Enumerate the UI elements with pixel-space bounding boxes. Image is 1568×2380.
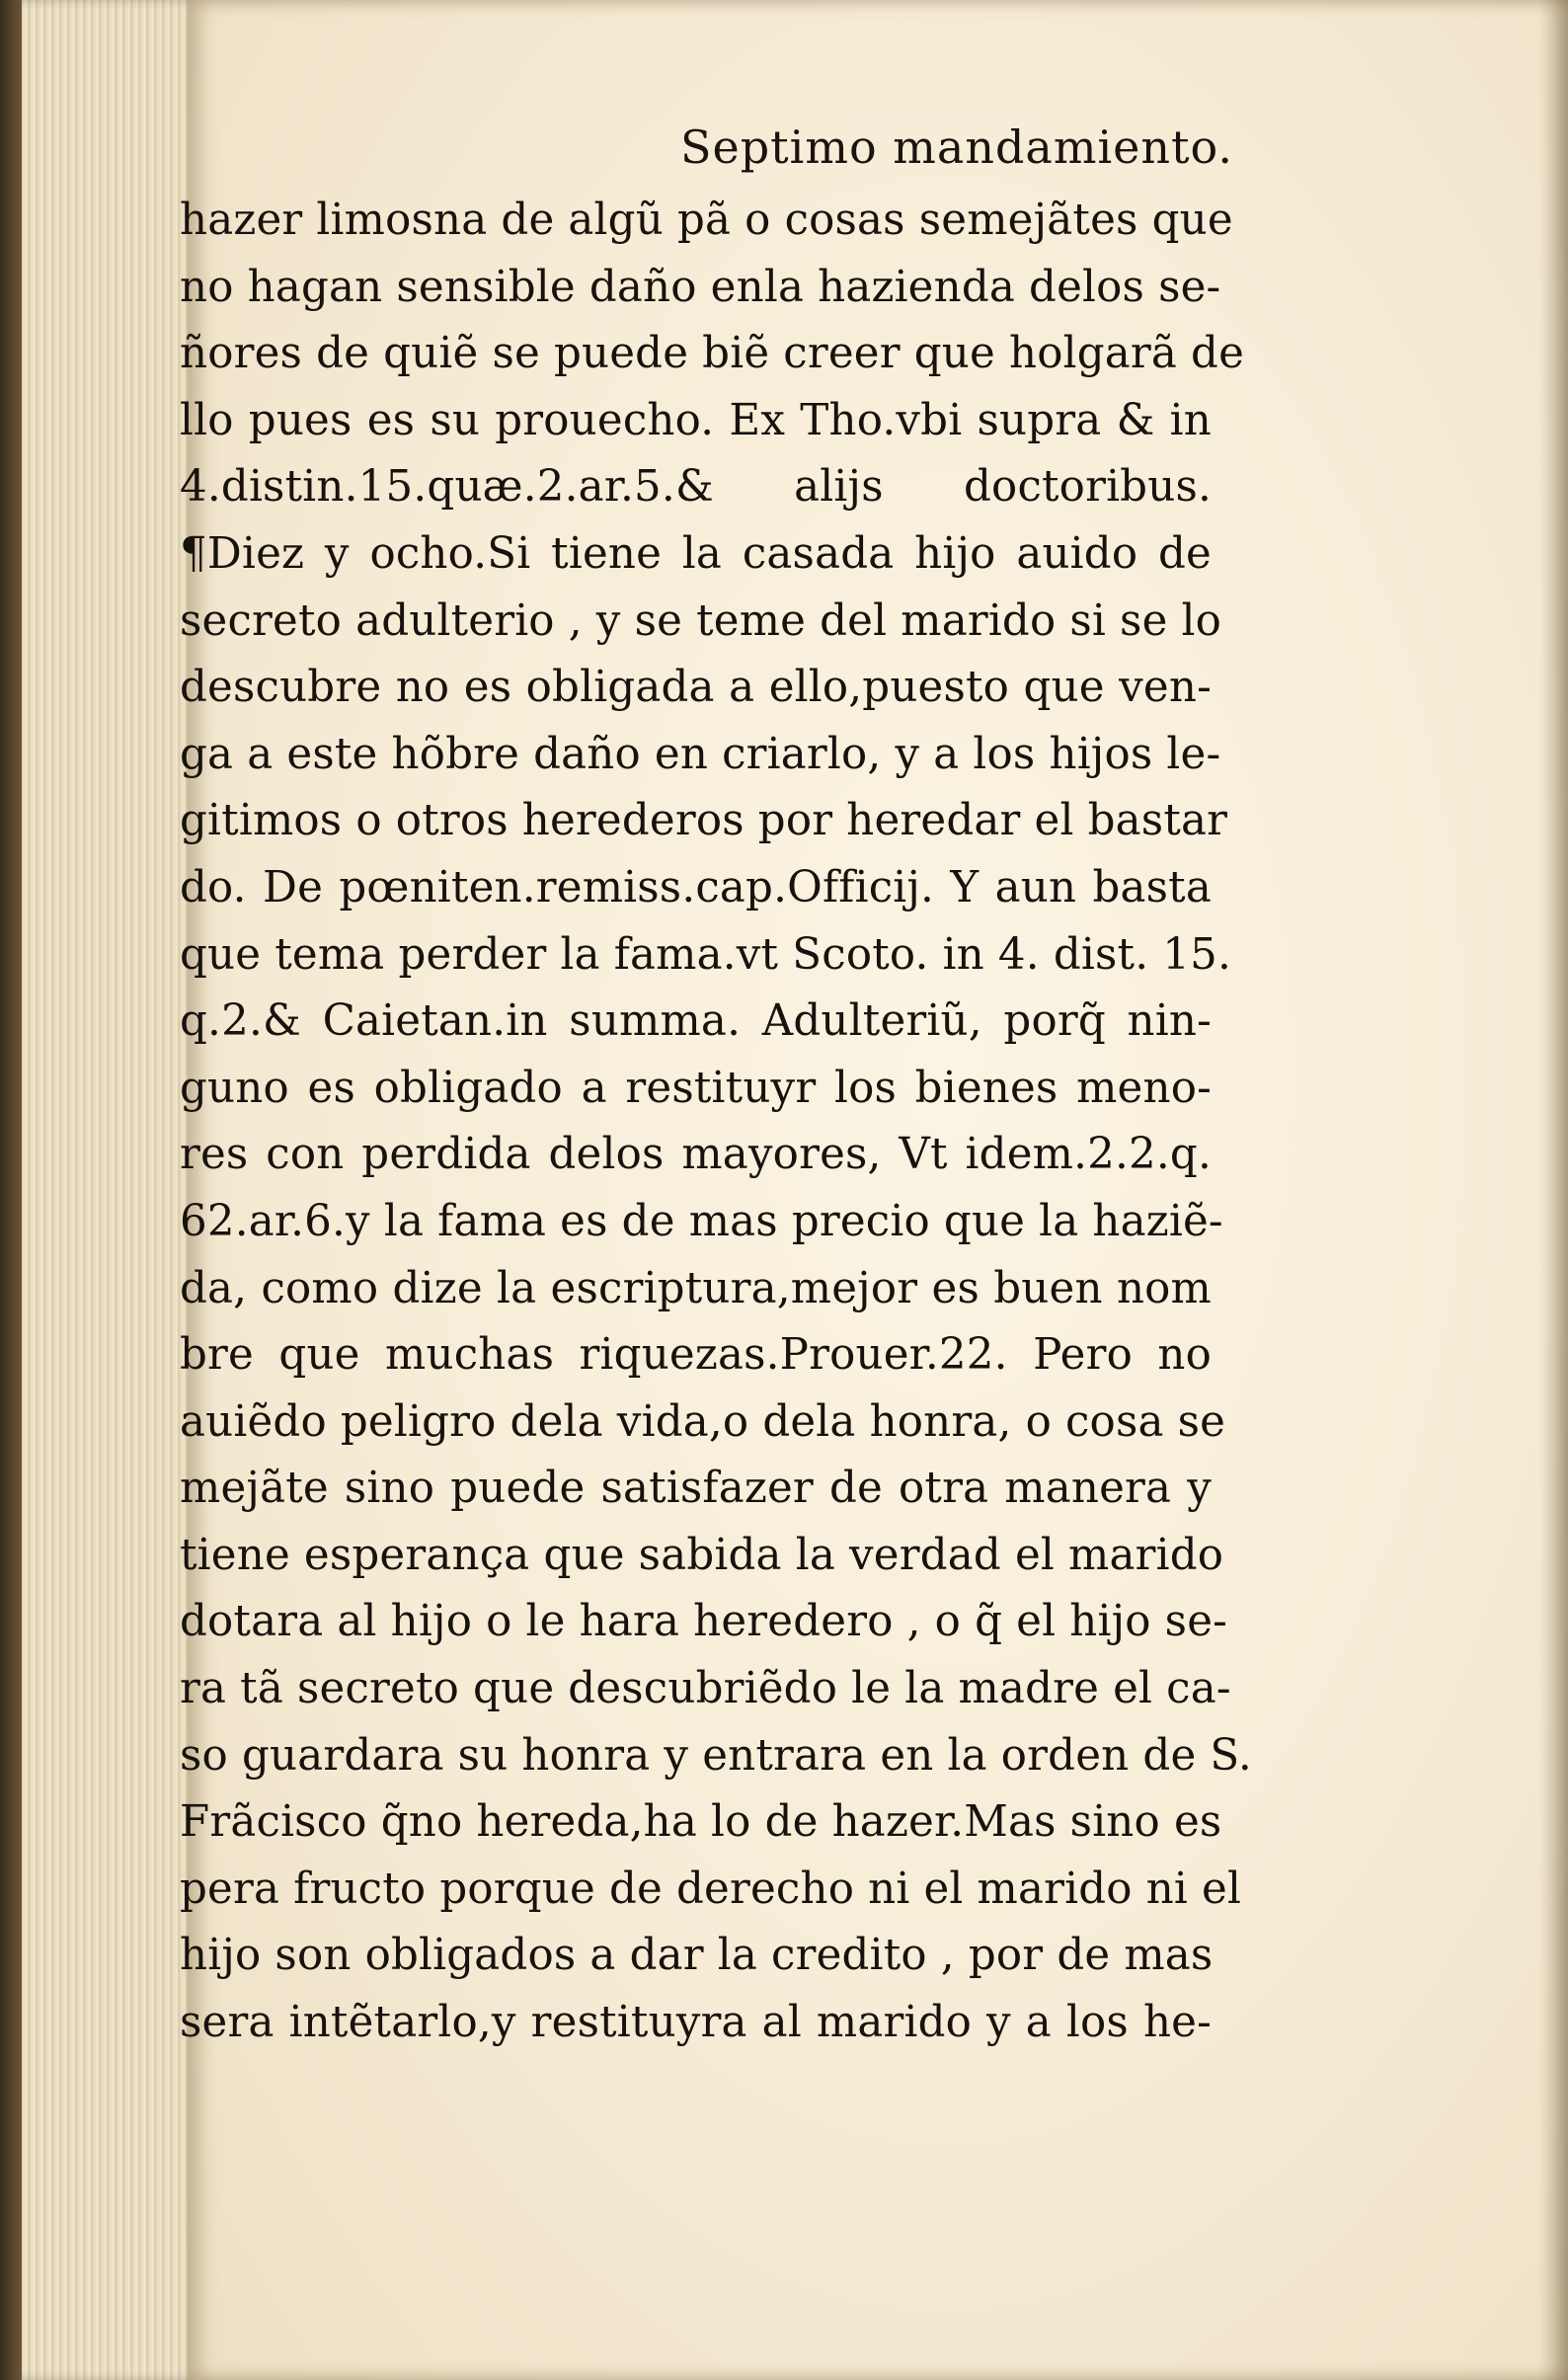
running-title: Septimo mandamiento. [679,120,1234,174]
text-line: no hagan sensible daño enla hazienda delos se- [180,262,1221,312]
text-line: dotara al hijo o le hara heredero , o q̃ el hijo se- [180,1597,1228,1647]
text-line: res con perdida delos mayores, Vt idem.2.2.q. [180,1130,1212,1180]
text-line: auiẽdo peligro dela vida,o dela honra, o cosa se [180,1396,1226,1447]
text-line: ñores de quiẽ se puede biẽ creer que holgarã de [180,329,1245,379]
text-line: tiene esperança que sabida la verdad el marido [180,1530,1224,1580]
text-line: da, como dize la escriptura,mejor es buen nom [180,1263,1212,1313]
text-line: mejãte sino puede satisfazer de otra manera y [180,1464,1212,1514]
text-line: hazer limosna de algũ pã o cosas semejãtes que [180,196,1233,245]
text-line: gitimos o otros herederos por heredar el bastar [180,796,1228,846]
text-line: hijo son obligados a dar la credito , por de mas [180,1931,1214,1981]
text-line: ¶Diez y ocho.Si tiene la casada hijo auido de [180,528,1212,579]
text-line: q.2.& Caietan.in summa. Adulteriũ, porq̃ nin- [180,996,1212,1047]
text-line: sera intẽtarlo,y restituyra al marido y a los he- [180,1998,1212,2048]
text-line: secreto adulterio , y se teme del marido si se lo [180,595,1222,646]
text-line: 62.ar.6.y la fama es de mas precio que la haziẽ- [180,1196,1223,1246]
text-line: so guardara su honra y entrara en la orden de S. [180,1730,1252,1781]
text-line: llo pues es su prouecho. Ex Tho.vbi supra & in [180,395,1212,445]
text-line: bre que muchas riquezas.Prouer.22. Pero no [180,1330,1212,1381]
text-line: pera fructo porque de derecho ni el marido ni el [180,1864,1242,1914]
text-line: que tema perder la fama.vt Scoto. in 4. dist. 15. [180,929,1232,980]
text-line: ra tã secreto que descubriẽdo le la madre el ca- [180,1664,1231,1714]
text-line: 4.distin.15.quæ.2.ar.5.& alijs doctoribus. [180,462,1212,513]
text-line: ga a este hõbre daño en criarlo, y a los hijos le- [180,729,1221,779]
text-line: Frãcisco q̃no hereda,ha lo de hazer.Mas sino es [180,1797,1222,1848]
text-line: descubre no es obligada a ello,puesto que ven- [180,663,1212,713]
page-edges [0,0,197,2380]
text-block [180,188,1252,2057]
text-line: do. De pœniten.remiss.cap.Officij. Y aun basta [180,862,1212,912]
text-line: guno es obligado a restituyr los bienes meno- [180,1063,1212,1113]
